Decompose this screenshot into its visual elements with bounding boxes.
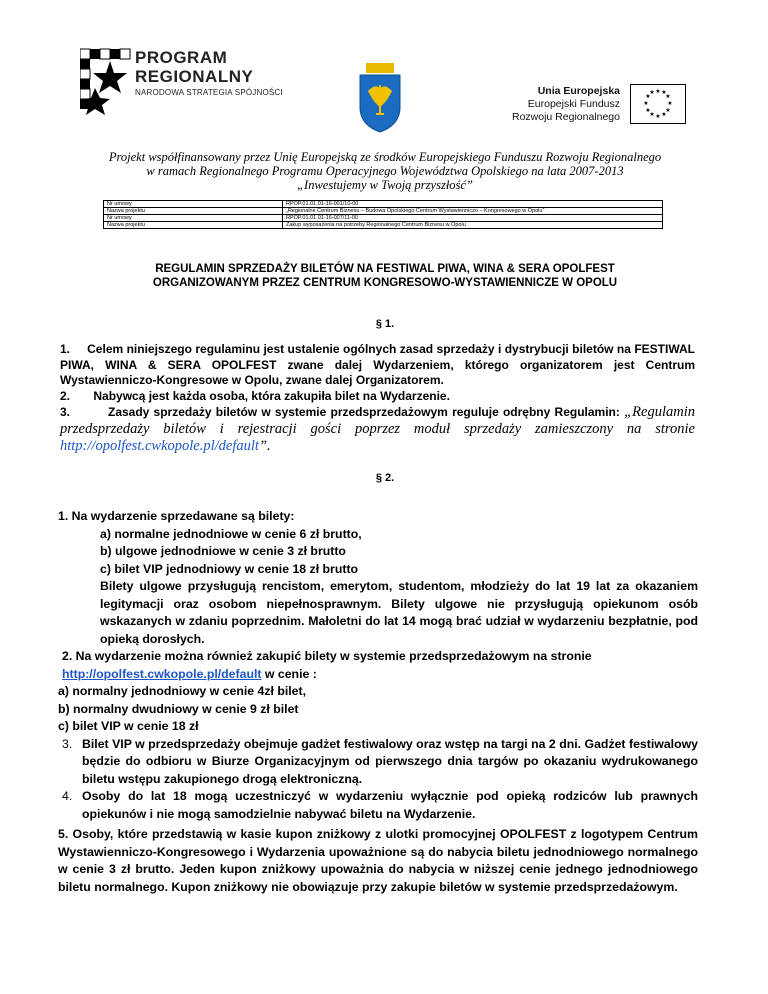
item-5: 5. Osoby, które przedstawią w kasie kupon zniżkowy z ulotki promocyjnej OPOLFEST z logotypem Centrum Wystawienniczo-Kongresowego i Wydarzenia upoważnione są do nabycia biletu jednodniowego normalnego w cenie 3 zł brutto. Jeden kupon zniżkowy upoważnia do nabycia w niższej cenie jednego jednodniowego biletu normalnego. Kupon zniżkowy nie obowiązuje przy zakupie biletów w systemie przedsprzedażowym. xyxy=(58,827,698,894)
svg-text:★: ★ xyxy=(665,107,671,114)
svg-text:★: ★ xyxy=(645,107,651,114)
section-1-heading: § 1. xyxy=(375,318,395,330)
table-row xyxy=(104,222,663,229)
item-3-text: Bilet VIP w przedsprzedaży obejmuje gadżet festiwalowy oraz wstęp na targi na 2 dni. Gadżet festiwalowy będzie do odbioru w Biurze Organizacyjnym od pierwszego dnia targów po okazaniu wydrukowanego biletu wstępu zakupionego drogą elektroniczną. xyxy=(82,736,698,786)
svg-text:★: ★ xyxy=(667,100,673,107)
project-info-table xyxy=(103,200,663,229)
eu-line-2: Europejski Fundusz xyxy=(527,98,620,110)
table-value: RPOP.01.01.01-16-007/11-00 xyxy=(283,215,663,222)
presale-vip: c) bilet VIP w cenie 18 zł xyxy=(58,719,199,733)
svg-text:★: ★ xyxy=(661,111,667,118)
cofinancing-notice xyxy=(80,150,690,192)
svg-text:★: ★ xyxy=(655,88,661,95)
ticket-vip: c) bilet VIP jednodniowy w cenie 18 zł brutto xyxy=(100,561,359,576)
reduced-ticket-rules: Bilety ulgowe przysługują rencistom, emerytom, studentom, młodzieży do lat 19 lat za okazaniem legitymacji oraz osobom niepełnosprawnym. Bilety ulgowe nie przysługują opiekunom osób wskazanych w zdaniu poprzednim. Małoletni do lat 14 mogą brać udział w wydarzeniu bezpłatnie, pod opieką dorosłych. xyxy=(100,579,698,646)
section-2-heading: § 2. xyxy=(375,472,395,484)
item-2-text: 2. Na wydarzenie można również zakupić bilety w systemie przedsprzedażowym na stronie xyxy=(62,649,592,663)
eu-flag-logo xyxy=(630,84,686,124)
svg-text:★: ★ xyxy=(649,89,655,96)
regulation-title-end: ”. xyxy=(258,438,271,454)
table-key: Nr umowy xyxy=(104,215,283,222)
paragraph-2 xyxy=(60,389,695,405)
paragraph-text: Zasady sprzedaży biletów w systemie przedsprzedażowym reguluje odrębny Regulamin: xyxy=(107,405,620,419)
section-2-body xyxy=(58,508,698,823)
svg-text:★: ★ xyxy=(643,100,649,107)
logo-line-2: REGIONALNY xyxy=(135,67,254,86)
table-value: „Regionalne Centrum Biznesu – Budowa Opolskiego Centrum Wystawienniczo – Kongresowego w Opolu” xyxy=(283,208,663,215)
opole-crest-logo xyxy=(356,63,404,133)
presale-link-2[interactable]: http://opolfest.cwkopole.pl/default xyxy=(62,666,262,681)
star-figure-icon xyxy=(80,43,136,123)
eu-line-1: Unia Europejska xyxy=(537,85,620,97)
logo-line-1: PROGRAM xyxy=(135,48,228,67)
svg-text:★: ★ xyxy=(645,93,651,100)
eu-line-3: Rozwoju Regionalnego xyxy=(512,111,620,123)
intro-line-3: „Inwestujemy w Twoją przyszłość” xyxy=(297,178,473,192)
regulation-title: „Regulamin przedsprzedaży biletów i rejestracji gości poprzez moduł sprzedaży zamieszczony na stronie xyxy=(60,404,695,437)
item-4-text: Osoby do lat 18 mogą uczestniczyć w wydarzeniu wyłącznie pod opieką rodziców lub prawnych opiekunów i nie mogą samodzielnie nabywać biletu na Wydarzenie. xyxy=(82,789,698,821)
section-1-body xyxy=(60,342,695,455)
paragraph-number: 2. xyxy=(60,388,71,403)
item-3 xyxy=(58,736,698,789)
svg-text:★: ★ xyxy=(655,113,661,120)
presale-normal-two-day: b) normalny dwudniowy w cenie 9 zł bilet xyxy=(58,701,299,716)
paragraph-1 xyxy=(60,342,695,389)
item-2 xyxy=(58,648,698,683)
table-key: Nr umowy xyxy=(104,201,283,208)
table-key: Nazwa projektu xyxy=(104,222,283,229)
table-key: Nazwa projektu xyxy=(104,208,283,215)
eu-fund-text xyxy=(480,85,620,124)
paragraph-text: Celem niniejszego regulaminu jest ustalenie ogólnych zasad sprzedaży i dystrybucji biletów na FESTIWAL PIWA, WINA & SERA OPOLFEST zwane dalej Wydarzeniem, którego organizatorem jest Centrum Wystawienniczo-Kongresowe w Opolu, zwane dalej Organizatorem. xyxy=(60,342,696,387)
table-value: Zakup wyposażenia na potrzeby Regionalnego Centrum Biznesu w Opolu xyxy=(283,222,663,229)
title-line-2: ORGANIZOWANYM PRZEZ CENTRUM KONGRESOWO-WYSTAWIENNICZE W OPOLU xyxy=(152,277,618,289)
crest-icon xyxy=(356,63,404,133)
item-number: 3. xyxy=(62,736,73,751)
item-number: 4. xyxy=(62,789,73,803)
presale-normal-one-day: a) normalny jednodniowy w cenie 4zł bilet, xyxy=(58,684,307,698)
table-row xyxy=(104,208,663,215)
svg-text:★: ★ xyxy=(665,93,671,100)
table-value: RPOP.01.01.01-16-001/10-00 xyxy=(283,201,663,208)
item-1-intro: 1. Na wydarzenie sprzedawane są bilety: xyxy=(58,509,295,523)
intro-line-2: w ramach Regionalnego Programu Operacyjnego Województwa Opolskiego na lata 2007-2013 xyxy=(146,164,624,178)
item-2-end: w cenie : xyxy=(261,666,317,681)
eu-stars-icon xyxy=(630,84,686,124)
ticket-reduced: b) ulgowe jednodniowe w cenie 3 zł brutto xyxy=(100,544,346,558)
paragraph-number: 3. xyxy=(60,405,71,419)
presale-link[interactable]: http://opolfest.cwkopole.pl/default xyxy=(60,438,259,454)
paragraph-3 xyxy=(60,404,695,455)
document-title xyxy=(80,262,690,290)
ticket-normal: a) normalne jednodniowe w cenie 6 zł brutto, xyxy=(100,526,362,541)
svg-text:★: ★ xyxy=(649,111,655,118)
paragraph-text: Nabywcą jest każda osoba, która zakupiła bilet na Wydarzenie. xyxy=(93,388,450,403)
item-4 xyxy=(58,788,698,823)
svg-text:★: ★ xyxy=(661,89,667,96)
table-row xyxy=(104,215,663,222)
paragraph-number: 1. xyxy=(60,342,71,356)
logo-subtitle: NARODOWA STRATEGIA SPÓJNOŚCI xyxy=(135,88,283,97)
table-row xyxy=(104,201,663,208)
intro-line-1: Projekt współfinansowany przez Unię Europejską ze środków Europejskiego Funduszu Rozwoju Regionalnego xyxy=(108,150,662,164)
title-line-1: REGULAMIN SPRZEDAŻY BILETÓW NA FESTIWAL PIWA, WINA & SERA OPOLFEST xyxy=(155,263,615,275)
program-regionalny-text xyxy=(135,48,283,97)
